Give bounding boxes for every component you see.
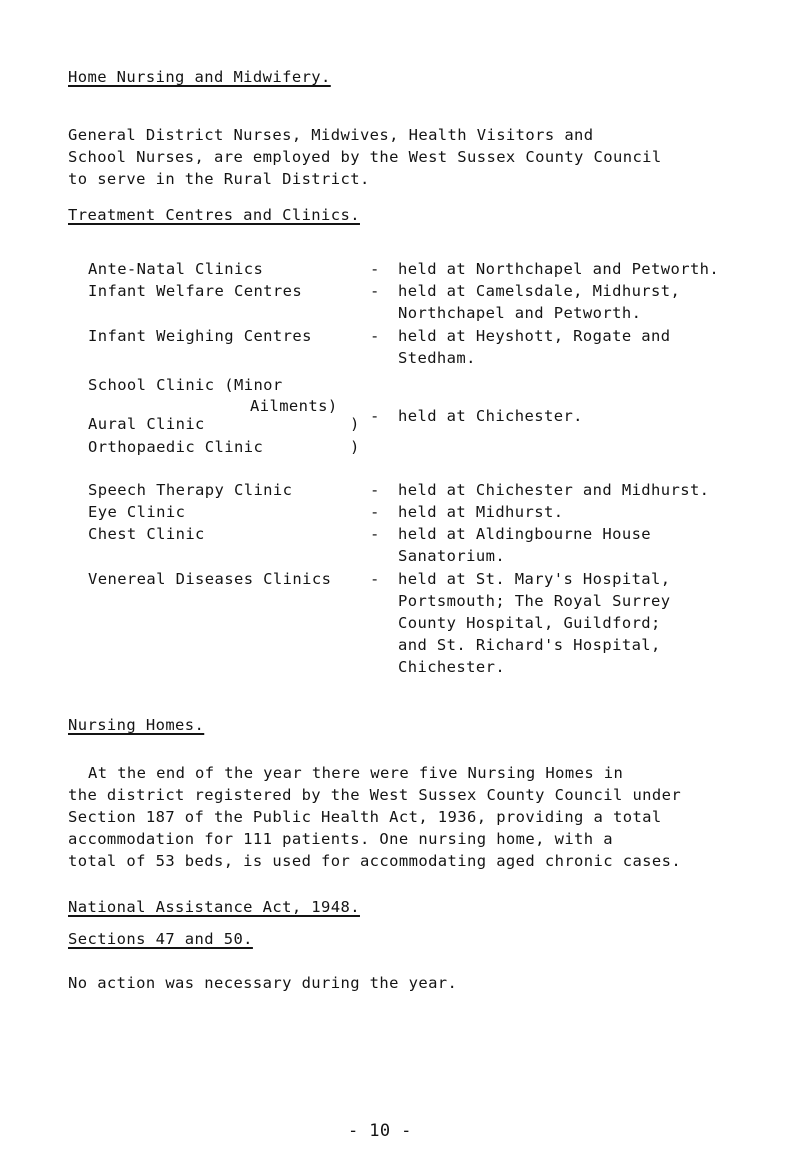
heading-home-nursing: Home Nursing and Midwifery. <box>68 68 331 86</box>
nursing-homes-paragraph <box>68 762 681 872</box>
clinic-dash: - <box>370 260 380 278</box>
clinic-place-infant-weighing: held at Heyshott, Rogate and <box>398 327 671 345</box>
clinic-name-infant-weighing: Infant Weighing Centres <box>88 327 312 345</box>
bracket: ) <box>350 438 360 456</box>
heading-sections: Sections 47 and 50. <box>68 930 253 948</box>
intro-line: to serve in the Rural District. <box>68 170 370 188</box>
clinic-place-vd: Chichester. <box>398 658 506 676</box>
nursing-homes-line: the district registered by the West Sussex County Council under <box>68 786 682 804</box>
nursing-homes-line: total of 53 beds, is used for accommodating aged chronic cases. <box>68 852 682 870</box>
heading-nursing-homes: Nursing Homes. <box>68 716 205 734</box>
clinic-name-vd: Venereal Diseases Clinics <box>88 570 332 588</box>
clinic-dash: - <box>370 327 380 345</box>
intro-paragraph <box>68 124 662 190</box>
intro-line: School Nurses, are employed by the West Sussex County Council <box>68 148 662 166</box>
clinic-name-antenatal: Ante-Natal Clinics <box>88 260 264 278</box>
clinic-name-school-cont: Ailments) <box>250 397 338 415</box>
clinic-place-infant-welfare: held at Camelsdale, Midhurst, <box>398 282 681 300</box>
clinic-name-infant-welfare: Infant Welfare Centres <box>88 282 303 300</box>
clinic-place-vd: County Hospital, Guildford; <box>398 614 661 632</box>
clinic-name-chest: Chest Clinic <box>88 525 205 543</box>
clinic-dash: - <box>370 481 380 499</box>
clinic-place-eye: held at Midhurst. <box>398 503 564 521</box>
clinic-name-speech: Speech Therapy Clinic <box>88 481 293 499</box>
nursing-homes-line: accommodation for 111 patients. One nursing home, with a <box>68 830 613 848</box>
clinic-name-aural: Aural Clinic <box>88 415 205 433</box>
clinic-place-chest: held at Aldingbourne House <box>398 525 652 543</box>
clinic-place-vd: Portsmouth; The Royal Surrey <box>398 592 671 610</box>
bracket: ) <box>350 415 360 433</box>
clinic-place-chest: Sanatorium. <box>398 547 506 565</box>
page-number: - 10 - <box>348 1121 412 1141</box>
clinic-name-eye: Eye Clinic <box>88 503 186 521</box>
clinic-place-infant-weighing: Stedham. <box>398 349 476 367</box>
clinic-name-orthopaedic: Orthopaedic Clinic <box>88 438 264 456</box>
clinic-place-antenatal: held at Northchapel and Petworth. <box>398 260 720 278</box>
clinic-name-school: School Clinic (Minor <box>88 376 283 394</box>
nursing-homes-line: At the end of the year there were five Nursing Homes in <box>88 764 624 782</box>
clinic-dash: - <box>370 570 380 588</box>
clinic-place-chichester: held at Chichester. <box>398 407 583 425</box>
clinic-dash: - <box>370 282 380 300</box>
clinic-place-speech: held at Chichester and Midhurst. <box>398 481 710 499</box>
clinic-place-infant-welfare: Northchapel and Petworth. <box>398 304 642 322</box>
clinic-place-vd: held at St. Mary's Hospital, <box>398 570 671 588</box>
nursing-homes-line: Section 187 of the Public Health Act, 1936, providing a total <box>68 808 662 826</box>
heading-national-assistance: National Assistance Act, 1948. <box>68 898 360 916</box>
heading-treatment-centres: Treatment Centres and Clinics. <box>68 206 360 224</box>
clinic-dash: - <box>370 525 380 543</box>
clinic-dash: - <box>370 503 380 521</box>
no-action-text: No action was necessary during the year. <box>68 974 458 992</box>
clinic-place-vd: and St. Richard's Hospital, <box>398 636 661 654</box>
intro-line: General District Nurses, Midwives, Health Visitors and <box>68 126 594 144</box>
clinic-dash: - <box>370 407 380 425</box>
